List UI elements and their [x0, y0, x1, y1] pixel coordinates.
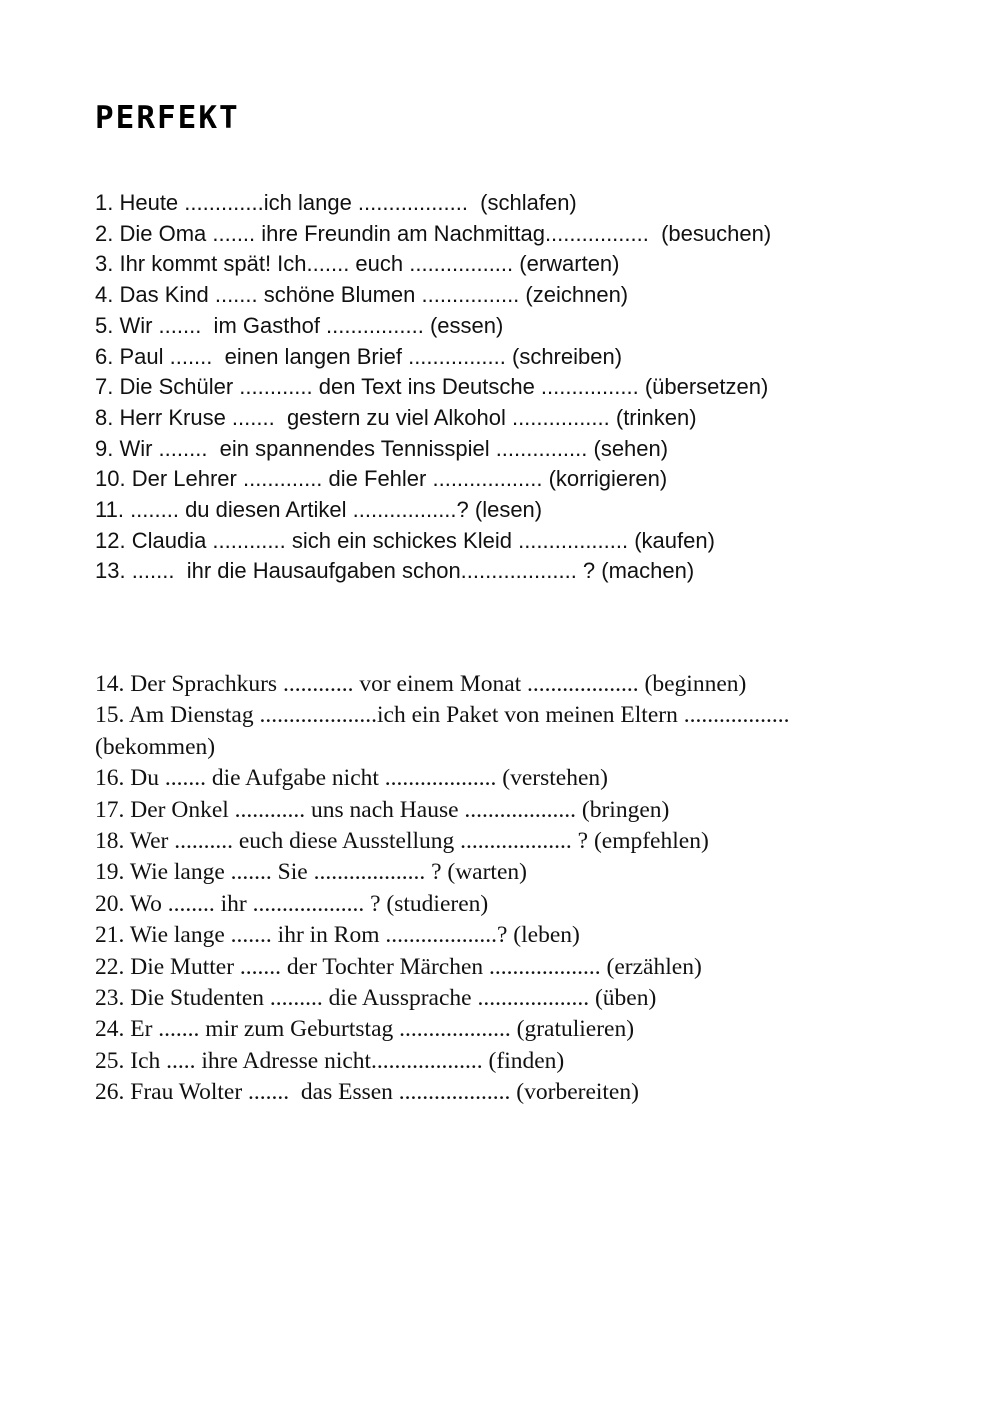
exercise-item-8: 8. Herr Kruse ....... gestern zu viel Alkohol ................ (trinken)	[95, 404, 697, 430]
exercise-item-9: 9. Wir ........ ein spannendes Tennisspiel ............... (sehen)	[95, 435, 669, 461]
exercise-item-17: 17. Der Onkel ............ uns nach Hause ................... (bringen)	[95, 796, 670, 823]
worksheet-title: PERFEKT	[95, 100, 240, 136]
exercise-item-12: 12. Claudia ............ sich ein schickes Kleid .................. (kaufen)	[95, 527, 715, 553]
exercise-item-4: 4. Das Kind ....... schöne Blumen ................ (zeichnen)	[95, 282, 629, 308]
exercise-item-10: 10. Der Lehrer ............. die Fehler .................. (korrigieren)	[95, 466, 668, 492]
exercise-item-26: 26. Frau Wolter ....... das Essen ................... (vorbereiten)	[95, 1079, 639, 1106]
exercise-item-7: 7. Die Schüler ............ den Text ins Deutsche ................ (übersetzen)	[95, 374, 769, 400]
exercise-item-25: 25. Ich ..... ihre Adresse nicht................... (finden)	[95, 1047, 565, 1074]
exercise-item-6: 6. Paul ....... einen langen Brief ................ (schreiben)	[95, 343, 623, 369]
exercise-item-3: 3. Ihr kommt spät! Ich....... euch ................. (erwarten)	[95, 251, 620, 277]
exercise-item-14: 14. Der Sprachkurs ............ vor einem Monat ................... (beginnen)	[95, 671, 747, 697]
exercise-item-18: 18. Wer .......... euch diese Ausstellung ................... ? (empfehlen)	[95, 828, 709, 855]
exercise-item-13: 13. ....... ihr die Hausaufgaben schon................... ? (machen)	[95, 558, 695, 584]
exercise-item-23: 23. Die Studenten ......... die Aussprache ................... (üben)	[95, 985, 657, 1012]
exercise-list-part-2	[95, 669, 885, 1109]
exercise-item-20: 20. Wo ........ ihr ................... ? (studieren)	[95, 890, 489, 917]
exercise-item-21: 21. Wie lange ....... ihr in Rom ...................? (leben)	[95, 922, 580, 949]
exercise-item-11: 11. ........ du diesen Artikel .................? (lesen)	[95, 497, 543, 523]
exercise-item-24: 24. Er ....... mir zum Geburtstag ................... (gratulieren)	[95, 1016, 635, 1043]
exercise-item-19: 19. Wie lange ....... Sie ................... ? (warten)	[95, 859, 527, 886]
exercise-item-1: 1. Heute .............ich lange .................. (schlafen)	[95, 190, 577, 215]
exercise-item-2: 2. Die Oma ....... ihre Freundin am Nachmittag................. (besuchen)	[95, 220, 772, 246]
exercise-item-5: 5. Wir ....... im Gasthof ................ (essen)	[95, 312, 504, 338]
exercise-item-16: 16. Du ....... die Aufgabe nicht ................... (verstehen)	[95, 765, 608, 792]
exercise-list-part-1	[95, 188, 955, 587]
exercise-item-22: 22. Die Mutter ....... der Tochter Märchen ................... (erzählen)	[95, 953, 702, 980]
exercise-item-15: 15. Am Dienstag ....................ich ein Paket von meinen Eltern .................. (bekommen)	[95, 702, 796, 760]
